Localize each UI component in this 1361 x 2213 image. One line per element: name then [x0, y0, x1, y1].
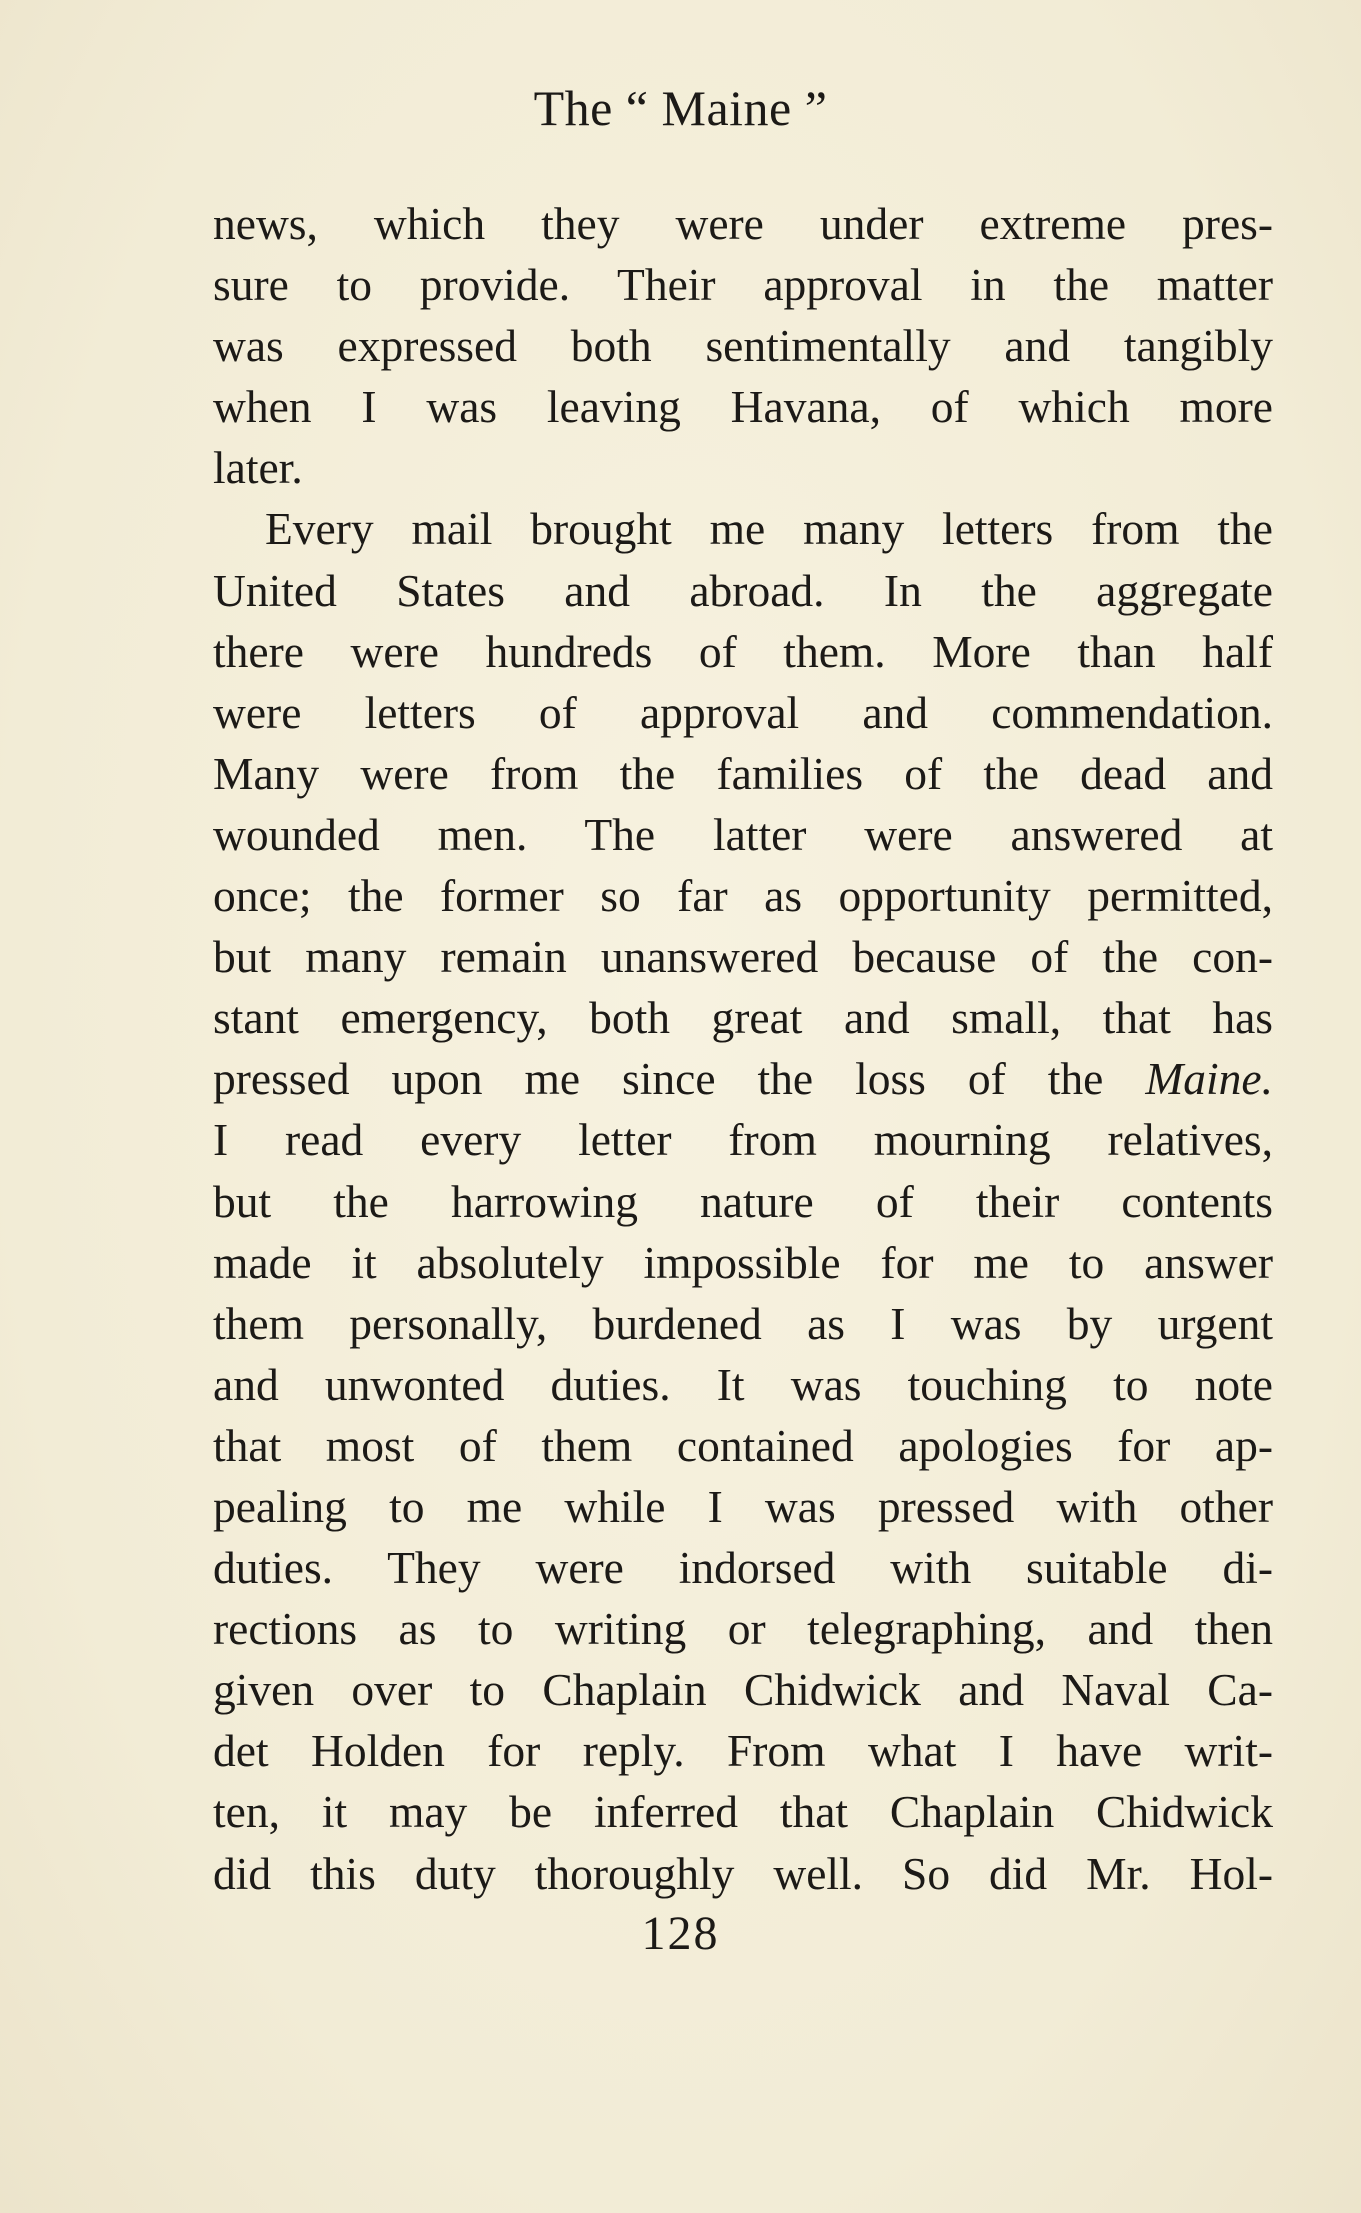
- text-line: rections as to writing or telegraphing, and then: [213, 1603, 1273, 1655]
- text-line: that most of them contained apologies for ap-: [213, 1419, 1273, 1471]
- text-span: pressed upon me since the loss of the: [213, 1053, 1146, 1105]
- text-line: Many were from the families of the dead and: [213, 747, 1273, 799]
- text-line: when I was leaving Havana, of which more: [213, 381, 1273, 433]
- text-line: made it absolutely impossible for me to answer: [213, 1236, 1273, 1288]
- text-line: sure to provide. Their approval in the matter: [213, 259, 1273, 311]
- body-text: [213, 193, 1273, 1904]
- text-line: later.: [213, 442, 303, 494]
- text-line: were letters of approval and commendation.: [213, 686, 1273, 738]
- text-line: was expressed both sentimentally and tangibly: [213, 320, 1273, 372]
- text-line-with-italic: [213, 1048, 1273, 1109]
- text-line: pealing to me while I was pressed with other: [213, 1480, 1273, 1532]
- text-line: given over to Chaplain Chidwick and Naval Ca-: [213, 1664, 1273, 1716]
- text-line: news, which they were under extreme pres-: [213, 198, 1273, 249]
- text-line: and unwonted duties. It was touching to note: [213, 1358, 1273, 1410]
- text-line: there were hundreds of them. More than half: [213, 625, 1273, 677]
- text-line: once; the former so far as opportunity permitted,: [213, 870, 1273, 922]
- text-line: stant emergency, both great and small, that has: [213, 992, 1273, 1044]
- page-number: 128: [641, 1907, 720, 1960]
- text-line: Every mail brought me many letters from the: [265, 503, 1273, 555]
- italic-ship-name: Maine.: [1145, 1053, 1273, 1105]
- text-line: duties. They were indorsed with suitable di-: [213, 1542, 1273, 1594]
- text-line: I read every letter from mourning relatives,: [213, 1114, 1273, 1166]
- text-line: them personally, burdened as I was by urgent: [213, 1297, 1273, 1349]
- text-line: ten, it may be inferred that Chaplain Chidwick: [213, 1786, 1273, 1838]
- text-line: but the harrowing nature of their contents: [213, 1175, 1273, 1227]
- running-head: The “ Maine ”: [533, 80, 828, 136]
- text-line: det Holden for reply. From what I have writ-: [213, 1725, 1273, 1777]
- text-line: did this duty thoroughly well. So did Mr. Hol-: [213, 1847, 1273, 1899]
- text-line: United States and abroad. In the aggregate: [213, 564, 1273, 616]
- text-line: wounded men. The latter were answered at: [213, 808, 1273, 860]
- text-line: but many remain unanswered because of the con-: [213, 931, 1273, 983]
